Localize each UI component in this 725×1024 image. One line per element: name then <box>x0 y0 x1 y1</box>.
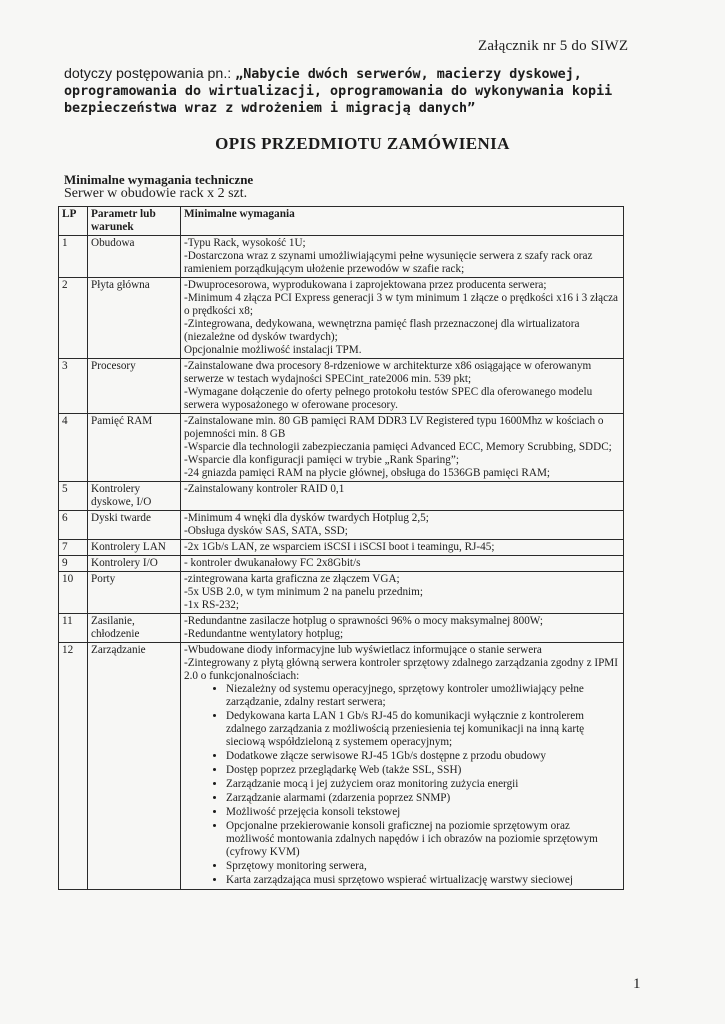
header-param: Parametr lub warunek <box>88 207 181 236</box>
requirements-heading: Minimalne wymagania techniczne <box>64 172 254 187</box>
row-lp: 9 <box>59 556 88 572</box>
header-req: Minimalne wymagania <box>181 207 624 236</box>
row-requirements <box>181 643 624 890</box>
requirement-line: -Minimum 4 wnęki dla dysków twardych Hotplug 2,5; <box>184 512 429 524</box>
row-param: Porty <box>88 572 181 614</box>
table-row <box>59 511 624 540</box>
row-param: Procesory <box>88 359 181 414</box>
requirement-line: -Zainstalowane dwa procesory 8-rdzeniowe w architekturze x86 osiągające w oferowanym serwerze w testach wydajności SPECint_rate2006 min. 539 pkt; <box>184 360 592 385</box>
requirement-line: -Zintegrowany z płytą główną serwera kontroler sprzętowy zdalnego zarządzania zgodny z IPMI 2.0 o funkcjonalnościach: <box>184 657 618 682</box>
header-lp: LP <box>59 207 88 236</box>
feature-item: • Sprzętowy monitoring serwera, <box>226 860 620 873</box>
table-row <box>59 556 624 572</box>
feature-item: • Dodatkowe złącze serwisowe RJ-45 1Gb/s dostępne z przodu obudowy <box>226 750 620 763</box>
row-param: Płyta główna <box>88 278 181 359</box>
requirement-line: -Dostarczona wraz z szynami umożliwiającymi pełne wysunięcie serwera z szafy rack oraz ramieniem porządkującym ułożenie przewodów w szafie rack; <box>184 250 593 275</box>
row-requirements <box>181 572 624 614</box>
row-lp: 3 <box>59 359 88 414</box>
requirement-line: -Wsparcie dla technologii zabezpieczania pamięci Advanced ECC, Memory Scrubbing, SDDC; <box>184 441 612 453</box>
requirement-line: -24 gniazda pamięci RAM na płycie głównej, obsługa do 1536GB pamięci RAM; <box>184 467 551 479</box>
row-lp: 5 <box>59 482 88 511</box>
project-name: „Nabycie dwóch serwerów, macierzy dyskowej, oprogramowania do wirtualizacji, oprogramowania do wykonywania kopii bezpieczeństwa wraz z wdrożeniem i migracją danych” <box>64 67 613 116</box>
row-lp: 7 <box>59 540 88 556</box>
requirement-line: -Obsługa dysków SAS, SATA, SSD; <box>184 525 348 537</box>
table-row <box>59 414 624 482</box>
table-row <box>59 482 624 511</box>
server-line: Serwer w obudowie rack x 2 szt. <box>64 186 248 201</box>
requirement-line: -Redundantne zasilacze hotplug o sprawności 96% o mocy maksymalnej 800W; <box>184 615 544 627</box>
requirement-line: -Dwuprocesorowa, wyprodukowana i zaprojektowana przez producenta serwera; <box>184 279 547 291</box>
row-requirements <box>181 540 624 556</box>
row-requirements <box>181 614 624 643</box>
page-number: 1 <box>633 976 641 992</box>
requirement-line: -5x USB 2.0, w tym minimum 2 na panelu przednim; <box>184 586 423 598</box>
feature-item: • Zarządzanie alarmami (zdarzenia poprzez SNMP) <box>226 792 620 805</box>
requirement-line: -Typu Rack, wysokość 1U; <box>184 237 306 249</box>
row-requirements <box>181 278 624 359</box>
feature-item: • Dedykowana karta LAN 1 Gb/s RJ-45 do komunikacji wyłącznie z kontrolerem zdalnego zarządzania z możliwością przeniesienia tej komunikacji na inną kartę sieciową współdzieloną z systemem operacyjnym; <box>226 710 620 749</box>
table-row <box>59 614 624 643</box>
requirement-line: Opcjonalnie możliwość instalacji TPM. <box>184 344 362 356</box>
intro-paragraph <box>64 66 644 117</box>
row-requirements <box>181 414 624 482</box>
table-row <box>59 643 624 890</box>
requirement-line: -Zainstalowany kontroler RAID 0,1 <box>184 483 345 495</box>
requirement-line: - kontroler dwukanałowy FC 2x8Gbit/s <box>184 557 361 569</box>
feature-item: • Dostęp poprzez przeglądarkę Web (także SSL, SSH) <box>226 764 620 777</box>
table-row <box>59 236 624 278</box>
feature-item: • Opcjonalne przekierowanie konsoli graficznej na poziomie sprzętowym oraz możliwość montowania zdalnych napędów i ich obrazów na poziomie sprzętowym (cyfrowy KVM) <box>226 820 620 859</box>
row-lp: 11 <box>59 614 88 643</box>
row-requirements <box>181 359 624 414</box>
requirement-line: -Wbudowane diody informacyjne lub wyświetlacz informujące o stanie serwera <box>184 644 542 656</box>
row-param: Kontrolery I/O <box>88 556 181 572</box>
row-lp: 1 <box>59 236 88 278</box>
table-row <box>59 572 624 614</box>
spec-table <box>58 206 624 890</box>
requirement-line: -Minimum 4 złącza PCI Express generacji 3 w tym minimum 1 złącze o prędkości x16 i 3 złącza o prędkości x8; <box>184 292 619 317</box>
feature-item: • Karta zarządzająca musi sprzętowo wspierać wirtualizację warstwy sieciowej <box>226 874 620 887</box>
requirement-line: -Zintegrowana, dedykowana, wewnętrzna pamięć flash przeznaczonej dla wirtualizatora (niezależne od dysków twardych); <box>184 318 580 343</box>
requirement-line: -2x 1Gb/s LAN, ze wsparciem iSCSI i iSCSI boot i teamingu, RJ-45; <box>184 541 495 553</box>
row-lp: 6 <box>59 511 88 540</box>
row-requirements <box>181 482 624 511</box>
row-param: Zasilanie, chłodzenie <box>88 614 181 643</box>
document-title: OPIS PRZEDMIOTU ZAMÓWIENIA <box>215 134 510 153</box>
row-lp: 12 <box>59 643 88 890</box>
row-requirements <box>181 236 624 278</box>
requirement-line: -Redundantne wentylatory hotplug; <box>184 628 344 640</box>
feature-item: • Możliwość przejęcia konsoli tekstowej <box>226 806 620 819</box>
requirement-line: -Zainstalowane min. 80 GB pamięci RAM DDR3 LV Registered typu 1600Mhz w kościach o pojemności min. 8 GB <box>184 415 604 440</box>
requirement-line: -Wsparcie dla konfiguracji pamięci w trybie „Rank Sparing”; <box>184 454 459 466</box>
row-lp: 4 <box>59 414 88 482</box>
row-param: Zarządzanie <box>88 643 181 890</box>
row-requirements <box>181 511 624 540</box>
row-param: Pamięć RAM <box>88 414 181 482</box>
table-header-row <box>59 207 624 236</box>
row-lp: 2 <box>59 278 88 359</box>
feature-item: • Niezależny od systemu operacyjnego, sprzętowy kontroler umożliwiający pełne zarządzanie, zdalny restart serwera; <box>226 683 620 709</box>
requirement-line: -1x RS-232; <box>184 599 240 611</box>
row-requirements <box>181 556 624 572</box>
table-row <box>59 540 624 556</box>
feature-item: • Zarządzanie mocą i jej zużyciem oraz monitoring zużycia energii <box>226 778 620 791</box>
feature-list <box>184 683 620 887</box>
requirement-line: -Wymagane dołączenie do oferty pełnego protokołu testów SPEC dla oferowanego modelu serwera wyposażonego w oferowane procesory. <box>184 386 593 411</box>
row-param: Kontrolery dyskowe, I/O <box>88 482 181 511</box>
row-param: Kontrolery LAN <box>88 540 181 556</box>
table-row <box>59 278 624 359</box>
table-row <box>59 359 624 414</box>
attachment-label: Załącznik nr 5 do SIWZ <box>478 38 629 54</box>
row-lp: 10 <box>59 572 88 614</box>
requirement-line: -zintegrowana karta graficzna ze złączem VGA; <box>184 573 400 585</box>
row-param: Obudowa <box>88 236 181 278</box>
intro-lead: dotyczy postępowania pn.: <box>64 66 236 82</box>
row-param: Dyski twarde <box>88 511 181 540</box>
